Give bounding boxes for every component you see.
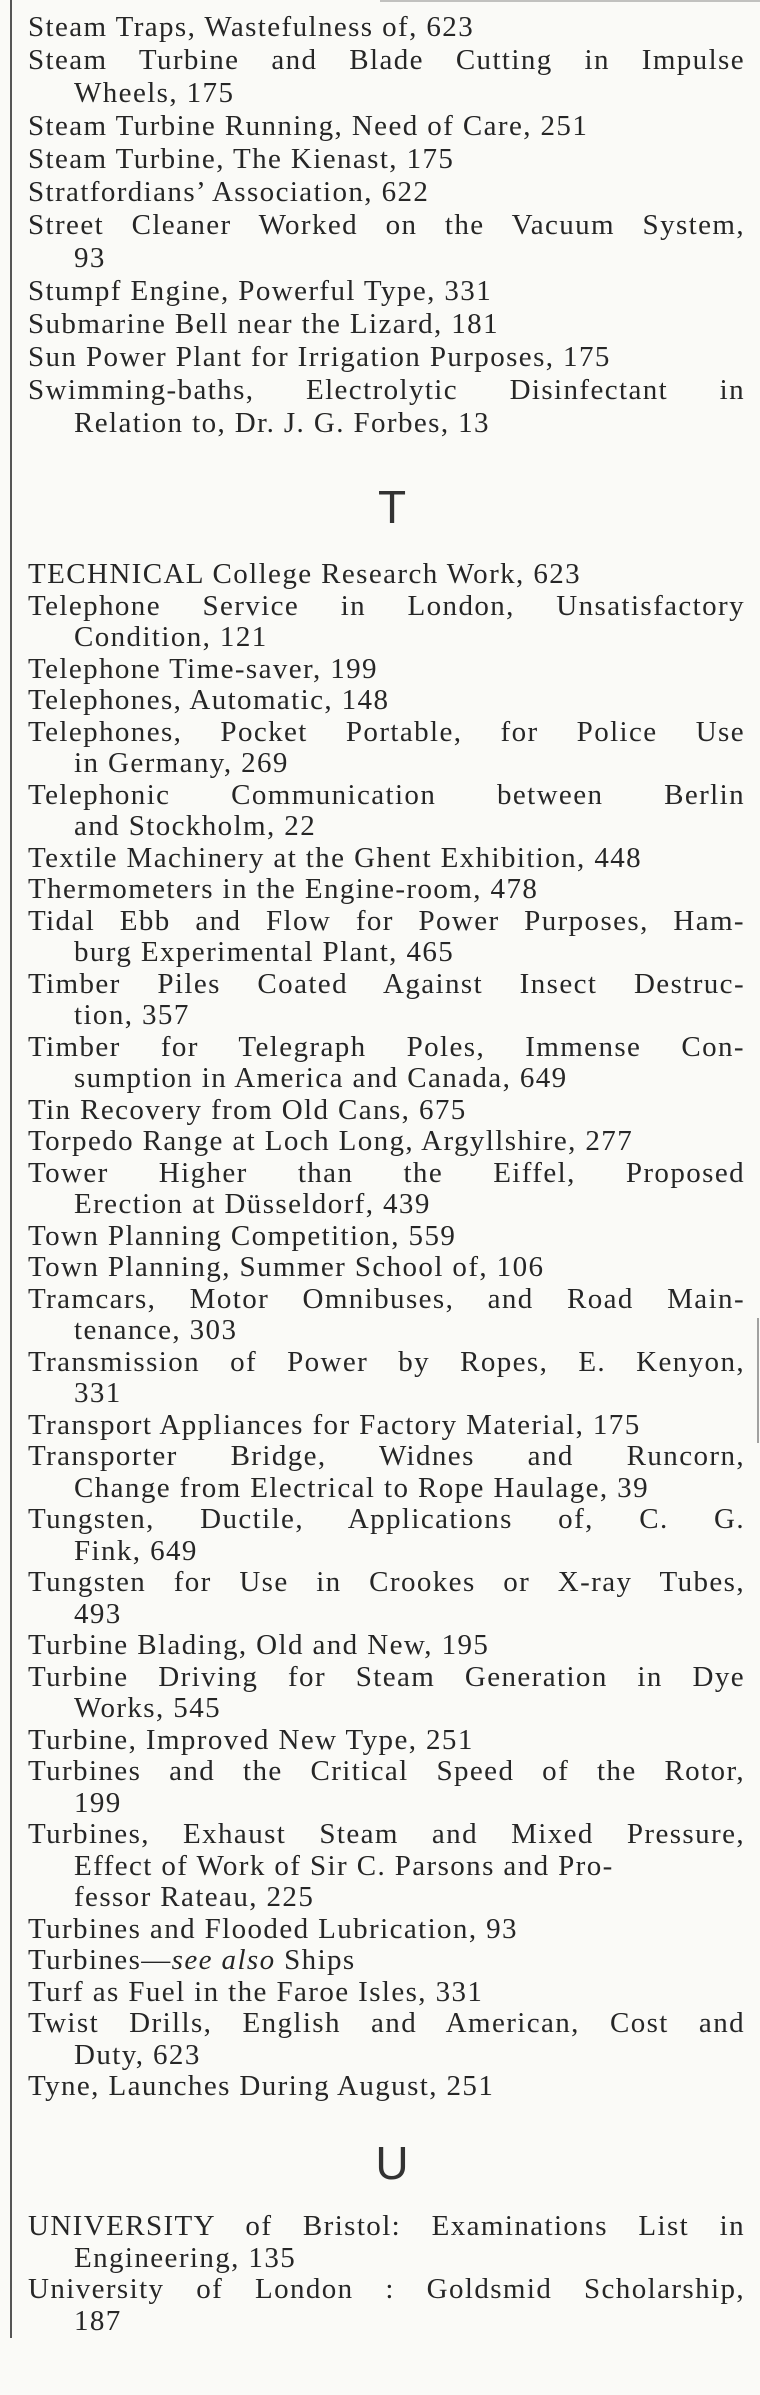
index-entry-line: Stumpf Engine, Powerful Type, 331: [28, 275, 493, 307]
index-entry-line: Thermometers in the Engine-room, 478: [28, 873, 539, 905]
index-entry: [28, 1756, 745, 1819]
index-entry: [28, 685, 745, 717]
index-entry: [28, 780, 745, 843]
index-entry: [28, 11, 745, 44]
index-entry: [28, 654, 745, 686]
index-entry-line: Street Cleaner Worked on the Vacuum System,: [28, 209, 745, 241]
index-entry-line: Timber Piles Coated Against Insect Destruc-: [28, 967, 745, 1000]
index-entry-line: Tin Recovery from Old Cans, 675: [28, 1093, 467, 1126]
index-entry-line: Tungsten, Ductile, Applications of, C. G.: [28, 1503, 745, 1535]
index-entry: [28, 2008, 745, 2071]
index-entry-line: Turf as Fuel in the Faroe Isles, 331: [28, 1975, 484, 2008]
index-entry-line: Steam Turbine and Blade Cutting in Impulse: [28, 44, 745, 76]
index-entry: [28, 591, 745, 654]
index-entry-line: Submarine Bell near the Lizard, 181: [28, 308, 499, 340]
index-entry-line: and Stockholm, 22: [74, 810, 317, 842]
index-entry: [28, 717, 745, 780]
index-entry: [28, 1410, 745, 1442]
index-entry-line: Steam Turbine, The Kienast, 175: [28, 143, 455, 175]
index-entry-line: sumption in America and Canada, 649: [74, 1062, 568, 1094]
index-entry: [28, 1095, 745, 1127]
index-entry: [28, 209, 745, 275]
index-entry: [28, 874, 745, 906]
index-entry: [28, 1252, 745, 1284]
index-entry-line: Town Planning, Summer School of, 106: [28, 1251, 545, 1283]
index-entry: [28, 1158, 745, 1221]
index-entry: [28, 176, 745, 209]
index-entry-line: Tramcars, Motor Omnibuses, and Road Main-: [28, 1282, 745, 1315]
index-entry-line: Condition, 121: [74, 621, 268, 653]
index-entry: [28, 374, 745, 440]
index-section-u: [28, 2211, 745, 2337]
index-entry: [28, 1567, 745, 1630]
index-entry-line: Tyne, Launches During August, 251: [28, 2070, 495, 2102]
index-section-t: [28, 559, 745, 2103]
index-entry-line: Turbines, Exhaust Steam and Mixed Pressure,: [28, 1818, 745, 1850]
index-entry-line: Turbine, Improved New Type, 251: [28, 1723, 474, 1756]
index-entry: [28, 969, 745, 1032]
index-entry: [28, 1977, 745, 2009]
index-entry-line: Turbine Driving for Steam Generation in Dye: [28, 1660, 745, 1693]
index-entry-line: Change from Electrical to Rope Haulage, 39: [74, 1471, 649, 1504]
index-entry: [28, 906, 745, 969]
index-entry-line: Steam Turbine Running, Need of Care, 251: [28, 110, 589, 142]
index-entry: [28, 1662, 745, 1725]
index-entry: [28, 2211, 745, 2274]
index-entry: [28, 2071, 745, 2103]
index-entry-line: UNIVERSITY of Bristol: Examinations List in: [28, 2210, 745, 2242]
index-entry: [28, 1725, 745, 1757]
index-entry-line: University of London : Goldsmid Scholarship,: [28, 2273, 745, 2305]
index-entry-line: Telephonic Communication between Berlin: [28, 778, 745, 811]
index-entry: [28, 1504, 745, 1567]
index-entry-line: Transport Appliances for Factory Material, 175: [28, 1408, 641, 1441]
index-entry-line: Telephones, Automatic, 148: [28, 684, 390, 716]
column-rule-right: [757, 1318, 759, 1443]
cross-reference-text: Ships: [275, 1944, 356, 1976]
index-entry-line: Telephone Service in London, Unsatisfactory: [28, 589, 745, 622]
section-heading-t: T: [377, 481, 407, 533]
index-entry-line: Engineering, 135: [74, 2241, 297, 2274]
index-entry-line: 199: [74, 1786, 122, 1819]
page-rule-top: [380, 0, 760, 2]
index-entry-line: 331: [74, 1377, 122, 1409]
index-entry-line: [28, 1945, 745, 1977]
index-entry: [28, 843, 745, 875]
index-entry-line: Sun Power Plant for Irrigation Purposes, 175: [28, 341, 611, 373]
index-entry: [28, 1284, 745, 1347]
index-entry: [28, 1347, 745, 1410]
index-entry-line: 93: [74, 242, 106, 274]
index-entry-line: 493: [74, 1597, 122, 1630]
index-entry: [28, 1126, 745, 1158]
index-entry-line: Tower Higher than the Eiffel, Proposed: [28, 1156, 745, 1189]
cross-reference-text: Turbines—: [28, 1944, 172, 1976]
index-entry-line: Turbines and the Critical Speed of the Rotor,: [28, 1755, 745, 1787]
index-entry-line: Timber for Telegraph Poles, Immense Con-: [28, 1030, 745, 1063]
index-entry-line: burg Experimental Plant, 465: [74, 936, 455, 968]
index-entry-line: tion, 357: [74, 999, 190, 1031]
index-entry: [28, 559, 745, 591]
index-entry-line: Wheels, 175: [74, 77, 235, 109]
index-entry-line: Swimming-baths, Electrolytic Disinfectant in: [28, 374, 745, 406]
index-entry-line: tenance, 303: [74, 1314, 238, 1346]
index-entry: [28, 341, 745, 374]
index-entry-line: Erection at Düsseldorf, 439: [74, 1188, 431, 1220]
section-heading-u: U: [375, 2137, 409, 2189]
index-entry-line: 187: [74, 2304, 122, 2337]
index-entry: [28, 143, 745, 176]
index-entry-line: Transmission of Power by Ropes, E. Kenyon,: [28, 1345, 745, 1378]
index-entry-line: Stratfordians’ Association, 622: [28, 176, 430, 208]
index-entry: [28, 275, 745, 308]
index-entry-line: Twist Drills, English and American, Cost and: [28, 2007, 745, 2039]
index-entry-line: Turbine Blading, Old and New, 195: [28, 1629, 490, 1661]
index-entry: [28, 1441, 745, 1504]
index-entry-line: fessor Rateau, 225: [74, 1881, 315, 1913]
index-entry-line: Works, 545: [74, 1692, 221, 1724]
index-entry: [28, 2274, 745, 2337]
index-entry-line: Tungsten for Use in Crookes or X-ray Tubes,: [28, 1566, 745, 1598]
index-entry-line: Telephones, Pocket Portable, for Police Use: [28, 715, 745, 748]
index-entry-line: TECHNICAL College Research Work, 623: [28, 558, 582, 590]
cross-reference-label: see also: [171, 1944, 276, 1976]
index-entry: [28, 308, 745, 341]
index-entry-line: Relation to, Dr. J. G. Forbes, 13: [74, 407, 490, 439]
index-entry-line: Town Planning Competition, 559: [28, 1219, 457, 1252]
index-entry-line: Steam Traps, Wastefulness of, 623: [28, 11, 475, 43]
index-entry-line: Textile Machinery at the Ghent Exhibition, 448: [28, 841, 643, 874]
index-entry: [28, 1914, 745, 1946]
index-entry-line: Telephone Time-saver, 199: [28, 652, 378, 685]
index-entry: [28, 110, 745, 143]
index-entry: [28, 1945, 745, 1977]
index-entry: [28, 1630, 745, 1662]
index-entry-line: Turbines and Flooded Lubrication, 93: [28, 1912, 518, 1945]
index-entry: [28, 1221, 745, 1253]
column-rule-left: [10, 0, 12, 2338]
index-entry-line: Effect of Work of Sir C. Parsons and Pro-: [74, 1849, 614, 1882]
index-entry-line: Fink, 649: [74, 1534, 198, 1567]
index-entry-line: Transporter Bridge, Widnes and Runcorn,: [28, 1440, 745, 1472]
index-entry: [28, 1032, 745, 1095]
index-entry-line: Torpedo Range at Loch Long, Argyllshire, 277: [28, 1125, 634, 1157]
index-entry: [28, 44, 745, 110]
index-entry-line: Tidal Ebb and Flow for Power Purposes, Ham-: [28, 904, 745, 937]
index-entry-line: in Germany, 269: [74, 747, 289, 779]
index-section-s: [28, 11, 745, 440]
index-entry: [28, 1819, 745, 1914]
index-entry-line: Duty, 623: [74, 2038, 201, 2071]
